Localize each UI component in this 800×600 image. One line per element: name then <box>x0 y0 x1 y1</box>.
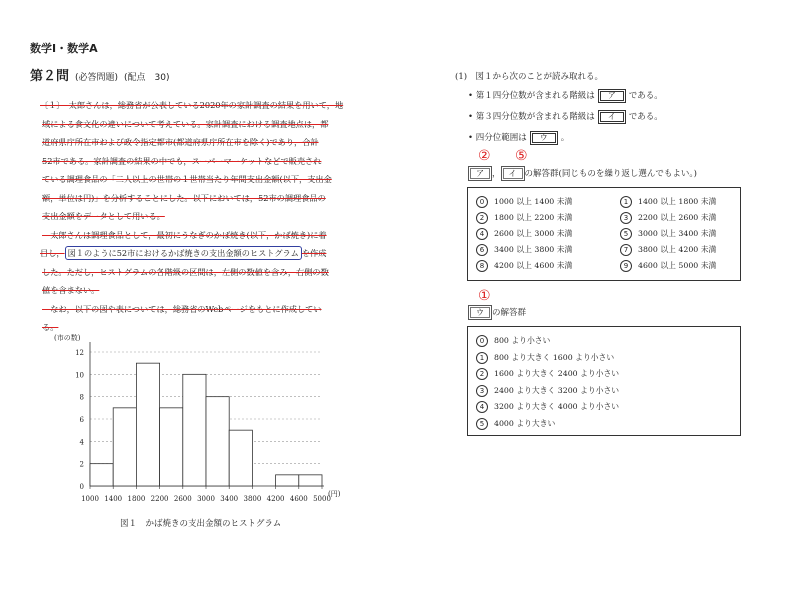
figure-caption: 図１ かば焼きの支出金額のヒストグラム <box>120 519 282 529</box>
bullet-text: である。 <box>628 91 663 101</box>
option-number: 1 <box>620 196 632 208</box>
option-text: 4000 より大きい <box>494 418 556 428</box>
question-title <box>30 65 170 84</box>
para-line: る。 <box>42 322 59 332</box>
option-item[interactable] <box>476 335 550 347</box>
para-line: した。ただし，ヒストグラムの各階級の区間は，左側の数値を含み，右側の数 <box>42 266 329 277</box>
para-line: 値を含まない。 <box>42 285 100 295</box>
option-number: 6 <box>476 244 488 256</box>
x-tick-label: 3400 <box>220 495 239 503</box>
option-number: 0 <box>476 335 488 347</box>
option-number: 8 <box>476 260 488 272</box>
question-points: (配点 30) <box>124 73 170 83</box>
histogram-bar <box>229 430 252 486</box>
option-item[interactable] <box>476 244 572 256</box>
histogram-bar <box>113 408 136 486</box>
answer-box-u[interactable]: ウ <box>530 131 558 145</box>
para-line: 太郎さんは調理食品として，最初にうなぎのかば焼き(以下，かば焼き)に着 <box>42 229 327 240</box>
option-item[interactable] <box>620 244 716 256</box>
option-item[interactable] <box>476 260 572 272</box>
answer-group-label: の解答群 <box>492 308 527 318</box>
option-item[interactable] <box>620 196 716 208</box>
answer-box-a[interactable]: ア <box>598 89 626 103</box>
option-number: 4 <box>476 228 488 240</box>
option-number: 2 <box>476 368 488 380</box>
bullet-text: • 第１四分位数が含まれる階級は <box>468 91 595 101</box>
x-tick-label: 4600 <box>289 495 308 503</box>
histogram-bar <box>299 475 322 486</box>
y-tick-label: 12 <box>75 349 84 357</box>
option-number: 3 <box>476 385 488 397</box>
histogram-chart <box>50 328 350 513</box>
x-tick-label: 4200 <box>266 495 285 503</box>
bullet-text: である。 <box>628 112 663 122</box>
x-tick-label: 2200 <box>150 495 169 503</box>
y-axis-label: (市の数) <box>54 334 81 342</box>
para-line: 額，単位は円)」を分析することにした。以下においては，52市の調理食品の <box>42 192 326 203</box>
option-item[interactable] <box>476 352 614 364</box>
histogram-bar <box>206 397 229 486</box>
question-required: (必答問題) <box>75 73 119 83</box>
option-item[interactable] <box>476 385 619 397</box>
option-number: 9 <box>620 260 632 272</box>
answer-box-i-tag[interactable]: イ <box>501 166 525 181</box>
answer-box-a-tag[interactable]: ア <box>468 166 492 181</box>
option-item[interactable] <box>476 212 572 224</box>
subquestion-1: (1) 図１から次のことが読み取れる。 <box>455 72 604 82</box>
option-text: 1800 以上 2200 未満 <box>494 213 573 222</box>
answer-group-1-header <box>468 166 697 181</box>
answer-box-u-tag[interactable]: ウ <box>468 305 492 320</box>
histogram-bar <box>90 464 113 486</box>
option-text: 3800 以上 4200 未満 <box>638 245 717 254</box>
para-line: ている調理食品の「二人以上の世帯の１世帯当たり年間支出金額(以下，支出金 <box>42 174 332 184</box>
option-text: 1000 以上 1400 未満 <box>494 197 573 206</box>
red-annotation-2: ② <box>478 148 491 164</box>
option-text: 2400 より大きく 3200 より小さい <box>494 385 620 395</box>
x-axis-label: (円) <box>328 490 341 498</box>
answer-group-2-header <box>468 305 526 320</box>
option-text: 3400 以上 3800 未満 <box>494 245 573 254</box>
option-text: 2200 以上 2600 未満 <box>638 213 717 222</box>
para-line-highlighted <box>40 244 350 263</box>
option-item[interactable] <box>620 260 716 272</box>
question-number: 第２問 <box>30 69 70 84</box>
para-line: 道府県庁所在市および政令指定都市(都道府県庁所在市を除く)であり，合計 <box>42 137 319 147</box>
option-text: 4600 以上 5000 未満 <box>638 261 717 270</box>
x-tick-label: 1400 <box>104 495 123 503</box>
option-item[interactable] <box>476 418 555 430</box>
option-number: 1 <box>476 352 488 364</box>
option-item[interactable] <box>620 212 716 224</box>
red-annotation-5: ⑤ <box>515 148 528 164</box>
para-line: なお，以下の図や表については，総務省のWebページをもとに作成してい <box>42 303 322 314</box>
para-line: 〔１〕 太郎さんは，総務省が公表している2020年の家計調査の結果を用いて，地 <box>40 100 344 110</box>
para-line: 支出金額をデータとして用いる。 <box>42 211 165 221</box>
bullet-q1 <box>468 89 663 103</box>
histogram-bar <box>136 363 159 486</box>
y-tick-label: 2 <box>79 460 84 469</box>
option-number: 2 <box>476 212 488 224</box>
option-text: 800 より小さい <box>494 336 551 345</box>
bullet-text: • 第３四分位数が含まれる階級は <box>468 112 595 122</box>
option-text: 800 より大きく 1600 より小さい <box>494 352 615 362</box>
option-item[interactable] <box>620 228 716 240</box>
x-tick-label: 5000 <box>313 495 331 503</box>
option-item[interactable] <box>476 368 619 380</box>
bullet-q3 <box>468 110 663 124</box>
bullet-text: • 四分位範囲は <box>468 133 527 143</box>
option-number: 3 <box>620 212 632 224</box>
page-header: 数学Ⅰ・数学A <box>30 42 98 55</box>
problem-paragraph <box>40 96 350 337</box>
separator: ， <box>492 169 501 179</box>
bullet-text: 。 <box>560 133 570 143</box>
para-fragment: 目し， <box>40 248 65 258</box>
para-line: 52市である。家計調査の結果の中でも，スーパーマーケットなどで販売され <box>42 155 322 166</box>
option-text: 3200 より大きく 4000 より小さい <box>494 402 620 411</box>
answer-group-1-box <box>467 187 741 281</box>
option-text: 2600 以上 3000 未満 <box>494 229 573 238</box>
highlighted-phrase: 図１のように52市におけるかば焼きの支出金額のヒストグラム <box>65 246 302 260</box>
option-text: 4200 以上 4600 未満 <box>494 261 573 270</box>
y-tick-label: 0 <box>79 483 84 491</box>
histogram-bar <box>276 475 299 486</box>
option-number: 4 <box>476 401 488 413</box>
option-item[interactable] <box>476 196 572 208</box>
red-annotation-1: ① <box>478 288 491 304</box>
y-tick-label: 8 <box>79 393 84 402</box>
y-tick-label: 4 <box>79 438 84 447</box>
para-fragment: を作成 <box>301 248 327 258</box>
x-tick-label: 3800 <box>243 495 262 503</box>
option-item[interactable] <box>476 401 619 413</box>
option-number: 7 <box>620 244 632 256</box>
option-number: 5 <box>620 228 632 240</box>
option-text: 1400 以上 1800 未満 <box>638 197 717 206</box>
y-tick-label: 10 <box>75 371 84 380</box>
answer-group-label: の解答群(同じものを繰り返し選んでもよい。) <box>524 169 697 179</box>
answer-group-2-box <box>467 326 741 436</box>
option-number: 5 <box>476 418 488 430</box>
histogram-bar <box>183 374 206 486</box>
x-tick-label: 1800 <box>127 495 146 503</box>
x-tick-label: 3000 <box>197 495 215 503</box>
option-text: 1600 より大きく 2400 より小さい <box>494 369 620 378</box>
bullet-iqr <box>468 131 569 145</box>
option-number: 0 <box>476 196 488 208</box>
option-item[interactable] <box>476 228 572 240</box>
para-line: 域による食文化の違いについて考えている。家計調査における調査地点は，都 <box>42 118 329 129</box>
answer-box-i[interactable]: イ <box>598 110 626 124</box>
x-tick-label: 1000 <box>81 495 99 503</box>
option-text: 3000 以上 3400 未満 <box>638 229 717 238</box>
x-tick-label: 2600 <box>173 495 192 503</box>
histogram-bar <box>160 408 183 486</box>
y-tick-label: 6 <box>79 416 84 424</box>
